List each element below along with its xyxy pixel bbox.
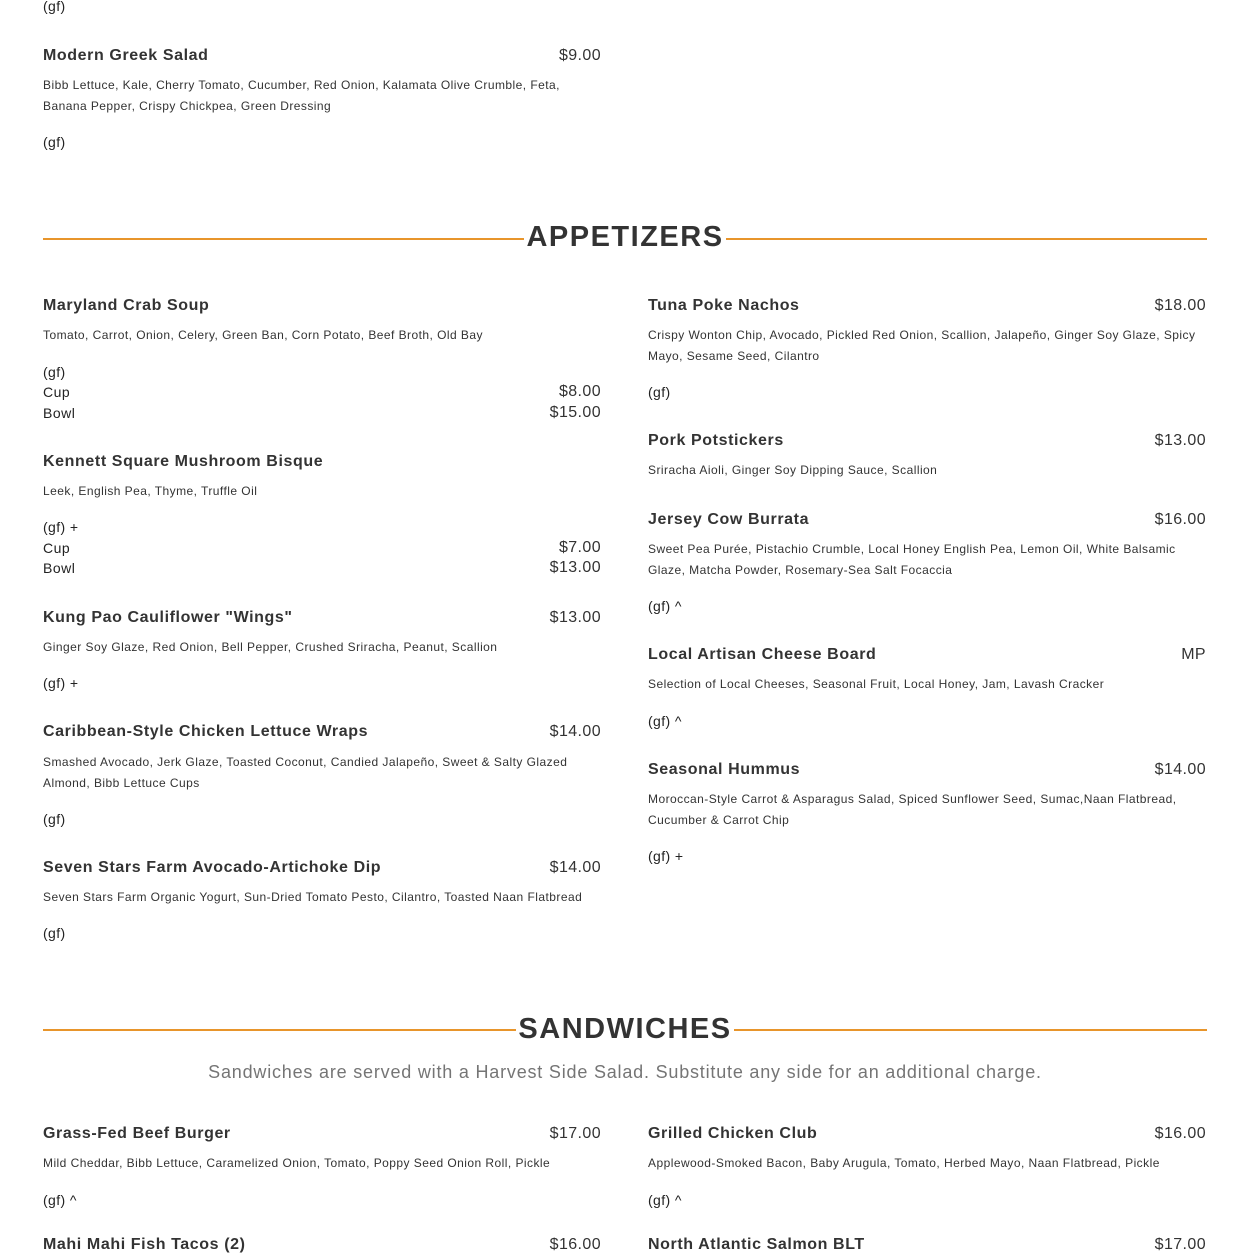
menu-item-description: Tomato, Carrot, Onion, Celery, Green Ban, Corn Potato, Beef Broth, Old Bay (43, 328, 483, 342)
size-label: Bowl (43, 560, 76, 576)
menu-item-name: Modern Greek Salad (43, 47, 209, 64)
menu-item-name: Caribbean-Style Chicken Lettuce Wraps (43, 723, 369, 740)
menu-item-tag: (gf) (43, 134, 66, 150)
menu-item-tag: (gf) ^ (648, 713, 682, 729)
menu-item-name: Seasonal Hummus (648, 761, 801, 778)
menu-item-tag: (gf) + (648, 848, 684, 864)
menu-item-price: $18.00 (1154, 297, 1206, 314)
size-label: Cup (43, 384, 71, 400)
menu-item-price: $9.00 (558, 47, 601, 64)
menu-item-tag: (gf) ^ (43, 1192, 77, 1208)
menu-item-description: Sweet Pea Purée, Pistachio Crumble, Local Honey English Pea, Lemon Oil, White Balsamic Glaze, Matcha Powder, Rosemary-Sea Salt Focaccia (648, 542, 1176, 577)
menu-item-description: Bibb Lettuce, Kale, Cherry Tomato, Cucumber, Red Onion, Kalamata Olive Crumble, Feta, Banana Pepper, Crispy Chickpea, Green Dressing (43, 78, 560, 113)
menu-item-name: Seven Stars Farm Avocado-Artichoke Dip (43, 859, 382, 876)
section-title: SANDWICHES (518, 1013, 732, 1045)
menu-item-description: Mild Cheddar, Bibb Lettuce, Caramelized Onion, Tomato, Poppy Seed Onion Roll, Pickle (43, 1156, 551, 1170)
menu-item-tag: (gf) (43, 364, 66, 380)
menu-item-description: Ginger Soy Glaze, Red Onion, Bell Pepper, Crushed Sriracha, Peanut, Scallion (43, 640, 498, 654)
menu-item-description: Smashed Avocado, Jerk Glaze, Toasted Coconut, Candied Jalapeño, Sweet & Salty Glazed Almond, Bibb Lettuce Cups (43, 755, 568, 790)
divider (43, 238, 524, 240)
menu-item-name: Jersey Cow Burrata (648, 511, 810, 528)
menu-item-tag: (gf) (648, 384, 671, 400)
menu-item-price: MP (1181, 646, 1206, 663)
menu-item-price: $16.00 (1154, 511, 1206, 528)
menu-item-tag: (gf) + (43, 675, 79, 691)
size-price: $7.00 (558, 539, 601, 556)
menu-item-price: $16.00 (549, 1236, 601, 1253)
divider (43, 1029, 516, 1031)
menu-item-tag: (gf) ^ (648, 598, 682, 614)
menu-item-description: Leek, English Pea, Thyme, Truffle Oil (43, 484, 258, 498)
menu-item-name: Tuna Poke Nachos (648, 297, 800, 314)
menu-item-tag: (gf) ^ (648, 1192, 682, 1208)
size-price: $8.00 (558, 383, 601, 400)
menu-item-tag: (gf) (43, 0, 66, 14)
menu-item-name: Grass-Fed Beef Burger (43, 1125, 231, 1142)
menu-item-description: Selection of Local Cheeses, Seasonal Fruit, Local Honey, Jam, Lavash Cracker (648, 677, 1105, 691)
menu-item-price: $14.00 (1154, 761, 1206, 778)
menu-item-name: North Atlantic Salmon BLT (648, 1236, 865, 1253)
menu-item-name: Grilled Chicken Club (648, 1125, 818, 1142)
menu-item-price: $14.00 (549, 859, 601, 876)
menu-item-name: Maryland Crab Soup (43, 297, 210, 314)
menu-item-name: Mahi Mahi Fish Tacos (2) (43, 1236, 246, 1253)
section-note: Sandwiches are served with a Harvest Side Salad. Substitute any side for an additional charge. (208, 1062, 1042, 1082)
menu-item-price: $16.00 (1154, 1125, 1206, 1142)
menu-item-description: Seven Stars Farm Organic Yogurt, Sun-Dried Tomato Pesto, Cilantro, Toasted Naan Flatbread (43, 890, 583, 904)
menu-item-description: Moroccan-Style Carrot & Asparagus Salad, Spiced Sunflower Seed, Sumac,Naan Flatbread, Cucumber & Carrot Chip (648, 792, 1177, 827)
menu-item-name: Kung Pao Cauliflower "Wings" (43, 609, 293, 626)
size-label: Bowl (43, 405, 76, 421)
menu-item-tag: (gf) (43, 925, 66, 941)
menu-item-price: $17.00 (549, 1125, 601, 1142)
menu-item-name: Kennett Square Mushroom Bisque (43, 453, 324, 470)
menu-item-price: $13.00 (1154, 432, 1206, 449)
menu-item-description: Crispy Wonton Chip, Avocado, Pickled Red Onion, Scallion, Jalapeño, Ginger Soy Glaze, Spicy Mayo, Sesame Seed, Cilantro (648, 328, 1196, 363)
menu-item-price: $17.00 (1154, 1236, 1206, 1253)
size-label: Cup (43, 540, 71, 556)
section-title: APPETIZERS (526, 221, 724, 253)
menu-item-description: Applewood-Smoked Bacon, Baby Arugula, Tomato, Herbed Mayo, Naan Flatbread, Pickle (648, 1156, 1160, 1170)
divider (726, 238, 1207, 240)
menu-item-tag: (gf) (43, 811, 66, 827)
menu-item-price: $13.00 (549, 609, 601, 626)
size-price: $15.00 (549, 404, 601, 421)
divider (734, 1029, 1207, 1031)
size-price: $13.00 (549, 559, 601, 576)
menu-item-name: Pork Potstickers (648, 432, 784, 449)
menu-item-name: Local Artisan Cheese Board (648, 646, 877, 663)
menu-item-tag: (gf) + (43, 519, 79, 535)
menu-item-description: Sriracha Aioli, Ginger Soy Dipping Sauce, Scallion (648, 463, 938, 477)
menu-item-price: $14.00 (549, 723, 601, 740)
